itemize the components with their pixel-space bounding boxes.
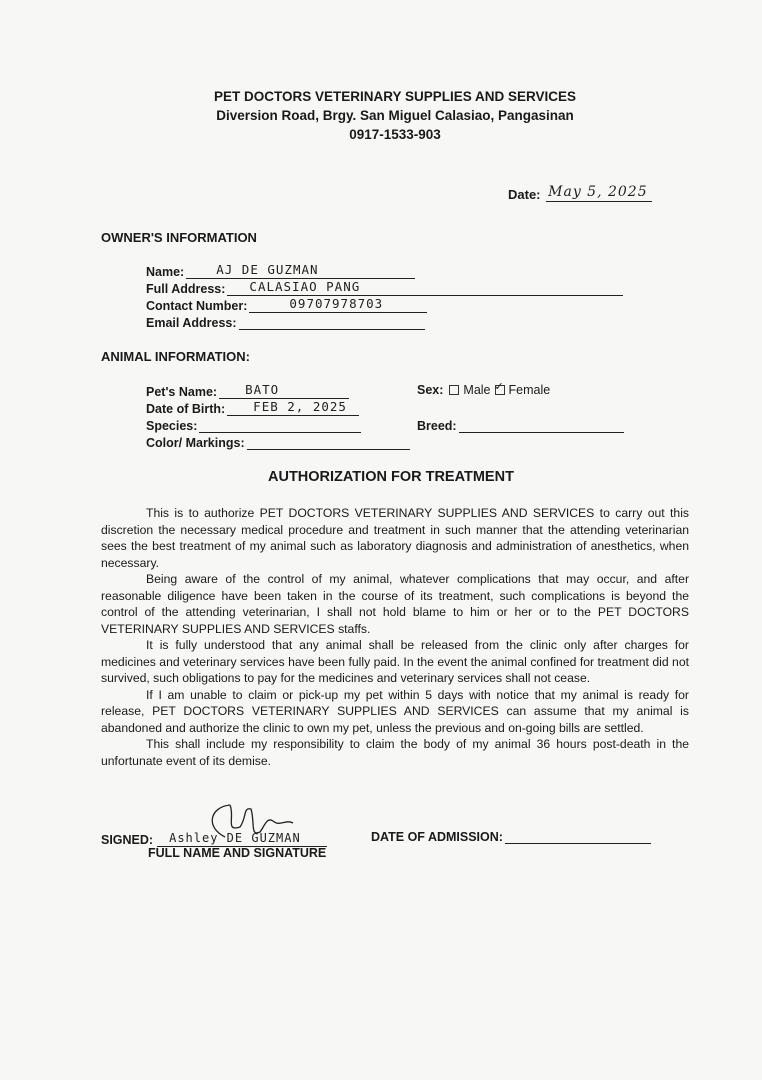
owner-name-field[interactable]: [146, 262, 415, 279]
pet-sex-label: Sex:: [417, 383, 444, 397]
authorization-title: AUTHORIZATION FOR TREATMENT: [268, 469, 514, 485]
pet-breed-field[interactable]: [417, 416, 624, 433]
date-label: Date:: [508, 187, 541, 202]
admission-date-field[interactable]: [371, 828, 651, 844]
owner-email-field[interactable]: [146, 313, 425, 330]
owner-email-label: Email Address:: [146, 316, 237, 330]
pet-name-field[interactable]: [146, 382, 349, 399]
date-field[interactable]: [508, 185, 652, 202]
authorization-paragraph: It is fully understood that any animal shall be released from the clinic only after charges for medicines and veterinary services have been fully paid. In the event the animal confined for treatment did not survived, such obligations to pay for the medicines and veterinary services shall not cease.: [101, 638, 689, 685]
signed-name-value: Ashley DE GUZMAN: [169, 831, 301, 845]
owner-address-label: Full Address:: [146, 282, 226, 296]
clinic-phone: 0917-1533-903: [349, 127, 441, 142]
owner-address-field[interactable]: [146, 279, 623, 296]
female-label: Female: [508, 383, 551, 397]
clinic-header: [0, 87, 762, 144]
male-label: Male: [463, 383, 491, 397]
signature-caption: FULL NAME AND SIGNATURE: [148, 846, 327, 860]
authorization-paragraph: If I am unable to claim or pick-up my pet within 5 days with notice that my animal is ready for release, PET DOCTORS VETERINARY SUPPLIES AND SERVICES can assume that my animal is abandoned and authorize the clinic to own my pet, unless the previous and on-going bills are settled.: [101, 687, 689, 735]
pet-species-label: Species:: [146, 419, 198, 433]
pet-breed-label: Breed:: [417, 419, 457, 433]
pet-color-label: Color/ Markings:: [146, 436, 245, 450]
pet-dob-value: FEB 2, 2025: [253, 399, 347, 414]
date-value: May 5, 2025: [548, 184, 648, 200]
owner-address-value: CALASIAO PANG: [249, 279, 361, 294]
authorization-paragraph: Being aware of the control of my animal, whatever complications that may occur, and after reasonable diligence have been taken in the course of its treatment, such complications is beyond the control of the attending veterinarian, I shall not hold blame to him or her or to the PET DOCTORS VETERINARY SUPPLIES AND SERVICES staffs.: [101, 572, 689, 636]
pet-sex-field: [417, 383, 550, 397]
owner-name-value: AJ DE GUZMAN: [216, 262, 319, 277]
female-checkbox[interactable]: [495, 385, 505, 395]
pet-dob-field[interactable]: [146, 399, 359, 416]
pet-color-field[interactable]: [146, 433, 410, 450]
owner-section-title: OWNER'S INFORMATION: [101, 230, 257, 245]
owner-contact-label: Contact Number:: [146, 299, 248, 313]
admission-label: DATE OF ADMISSION:: [371, 830, 503, 844]
clinic-address: Diversion Road, Brgy. San Miguel Calasiao, Pangasinan: [216, 108, 574, 123]
clinic-name: PET DOCTORS VETERINARY SUPPLIES AND SERVICES: [213, 89, 577, 104]
authorization-paragraph: This is to authorize PET DOCTORS VETERINARY SUPPLIES AND SERVICES to carry out this discretion the necessary medical procedure and treatment in such manner that the attending veterinarian sees the best treatment of my animal such as laboratory diagnosis and administration of anesthetics, when necessary.: [101, 506, 689, 570]
pet-name-label: Pet's Name:: [146, 385, 218, 399]
animal-section-title: ANIMAL INFORMATION:: [101, 349, 250, 364]
pet-name-value: BATO: [245, 382, 280, 397]
owner-contact-value: 09707978703: [289, 296, 384, 311]
pet-dob-label: Date of Birth:: [146, 402, 226, 416]
signed-label: SIGNED:: [101, 833, 154, 847]
owner-name-label: Name:: [146, 265, 185, 279]
male-checkbox[interactable]: [449, 385, 459, 395]
owner-contact-field[interactable]: [146, 296, 427, 313]
authorization-body: [101, 505, 689, 769]
pet-species-field[interactable]: [146, 416, 361, 433]
authorization-paragraph: This shall include my responsibility to claim the body of my animal 36 hours post-death in the unfortunate event of its demise.: [101, 737, 689, 768]
